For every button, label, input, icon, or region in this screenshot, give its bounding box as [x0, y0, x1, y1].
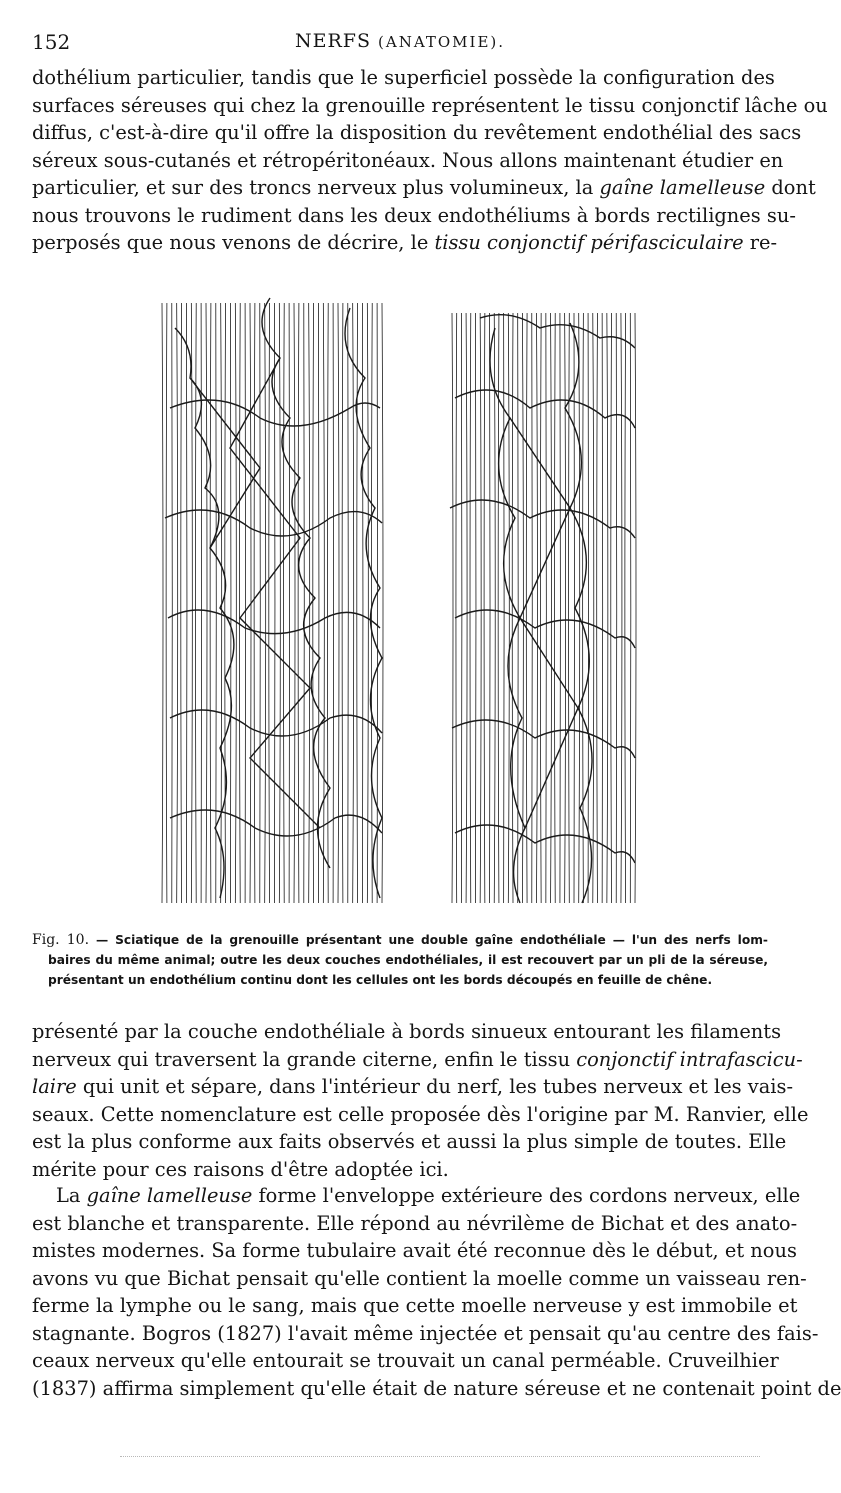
- nerve-fiber-line: [377, 303, 378, 903]
- nerve-fiber-line: [607, 313, 608, 903]
- nerve-fiber-line: [565, 313, 566, 903]
- nerve-fiber-line: [494, 313, 495, 903]
- text-run: particulier, et sur des troncs nerveux plus volumineux, la: [32, 176, 594, 199]
- nerve-fiber-line: [504, 313, 505, 903]
- text-line: mérite pour ces raisons d'être adoptée ici.: [32, 1157, 449, 1181]
- nerve-left-panel: [162, 298, 383, 903]
- running-head: [32, 30, 768, 52]
- text-line: avons vu que Bichat pensait qu'elle contient la moelle comme un vaisseau ren-: [32, 1266, 807, 1290]
- nerve-fiber-line: [621, 313, 622, 903]
- nerve-fiber-line: [166, 303, 167, 903]
- nerve-fiber-line: [540, 313, 541, 903]
- nerve-fiber-line: [579, 313, 580, 903]
- nerve-fiber-line: [452, 313, 453, 903]
- nerve-fiber-line: [475, 313, 476, 903]
- paragraph-1: [32, 64, 828, 257]
- nerve-fiber-line: [210, 303, 211, 903]
- running-head-subtitle: (ANATOMIE).: [378, 33, 506, 51]
- nerve-fiber-line: [309, 303, 310, 903]
- italic-term: gaîne lamelleuse: [599, 176, 766, 199]
- text-line: est blanche et transparente. Elle répond au névrilème de Bichat et des anato-: [32, 1211, 798, 1235]
- page-header: [32, 30, 768, 60]
- text-line: mistes modernes. Sa forme tubulaire avait été reconnue dès le début, et nous: [32, 1239, 797, 1262]
- italic-term: gaîne lamelleuse: [86, 1184, 253, 1207]
- text-line: est la plus conforme aux faits observés et aussi la plus simple de toutes. Elle: [32, 1130, 787, 1153]
- nerve-fiber-line: [206, 303, 207, 903]
- nerve-fiber-line: [597, 313, 598, 903]
- text-line: [32, 1073, 793, 1101]
- nerve-fiber-line: [554, 313, 555, 903]
- text-line: [32, 1182, 801, 1210]
- nerve-fiber-line: [162, 303, 163, 903]
- nerve-fiber-line: [490, 313, 491, 903]
- nerve-fiber-line: [265, 303, 266, 903]
- nerve-fiber-line: [518, 313, 519, 903]
- text-line: (1837) affirma simplement qu'elle était de nature séreuse et ne contenait point de: [32, 1376, 841, 1400]
- text-line: diffus, c'est-à-dire qu'il offre la disposition du revêtement endothélial des sacs: [32, 121, 802, 144]
- nerve-fiber-line: [508, 313, 509, 903]
- nerve-fiber-line: [342, 303, 343, 903]
- paragraph-3: [32, 1182, 841, 1402]
- nerve-fiber-line: [456, 313, 457, 903]
- nerve-fiber-line: [289, 303, 290, 903]
- nerve-fiber-line: [338, 303, 339, 903]
- nerve-fiber-line: [532, 313, 533, 903]
- nerve-fiber-line: [216, 303, 217, 903]
- nerve-fiber-line: [367, 303, 368, 903]
- running-head-title: NERFS: [294, 30, 371, 52]
- text-run: forme l'enveloppe extérieure des cordons nerveux, elle: [252, 1184, 801, 1207]
- nerve-fiber-line: [245, 303, 246, 903]
- caption-text: — Sciatique de la grenouille présentant une double gaîne endothéliale — l'un des nerfs lom-: [95, 933, 768, 947]
- text-run: dont: [765, 176, 816, 199]
- nerve-fiber-line: [254, 303, 255, 903]
- nerve-fiber-line: [526, 313, 527, 903]
- nerve-fiber-line: [191, 303, 192, 903]
- nerve-fiber-line: [333, 303, 334, 903]
- text-line: séreux sous-cutanés et rétropéritonéaux. Nous allons maintenant étudier en: [32, 148, 784, 172]
- nerve-fiber-line: [195, 303, 196, 903]
- nerve-fiber-line: [635, 313, 636, 903]
- nerve-fiber-line: [611, 313, 612, 903]
- nerve-fiber-line: [498, 313, 499, 903]
- nerve-fiber-line: [588, 313, 589, 903]
- nerve-fiber-line: [560, 313, 561, 903]
- text-run: nerveux qui traversent la grande citerne, enfin le tissu: [32, 1047, 571, 1071]
- italic-term: tissu conjonctif périfasciculaire: [434, 231, 744, 254]
- nerve-fiber-line: [239, 303, 240, 903]
- nerve-fiber-line: [279, 303, 280, 903]
- text-line: présenté par la couche endothéliale à bords sinueux entourant les filaments: [32, 1020, 782, 1043]
- nerve-fiber-line: [362, 303, 363, 903]
- nerve-fiber-line: [625, 313, 626, 903]
- nerve-fiber-line: [536, 313, 537, 903]
- nerve-fiber-line: [466, 313, 467, 903]
- nerve-fiber-line: [274, 303, 275, 903]
- text-run: La: [56, 1184, 81, 1207]
- text-line: nous trouvons le rudiment dans les deux endothéliums à bords rectilignes su-: [32, 203, 796, 227]
- text-run: perposés que nous venons de décrire, le: [32, 231, 429, 254]
- nerve-fiber-line: [283, 303, 284, 903]
- text-line: ceaux nerveux qu'elle entourait se trouvait un canal perméable. Cruveilhier: [32, 1349, 779, 1372]
- nerve-fiber-line: [230, 303, 231, 903]
- nerve-fiber-line: [593, 313, 594, 903]
- paragraph-2: [32, 1018, 809, 1183]
- nerve-fiber-line: [294, 303, 295, 903]
- nerve-fiber-line: [323, 303, 324, 903]
- nerve-fiber-line: [461, 313, 462, 903]
- nerve-fiber-line: [235, 303, 236, 903]
- figure-label: Fig. 10.: [32, 932, 90, 948]
- nerve-fiber-line: [480, 313, 481, 903]
- nerve-fiber-line: [327, 303, 328, 903]
- text-line: ferme la lymphe ou le sang, mais que cette moelle nerveuse y est immobile et: [32, 1294, 798, 1317]
- text-line: [32, 174, 816, 202]
- nerve-figure-illustration: [150, 288, 645, 913]
- nerve-fiber-line: [353, 303, 354, 903]
- text-line: surfaces séreuses qui chez la grenouille représentent le tissu conjonctif lâche ou: [32, 93, 828, 117]
- text-line: [32, 229, 778, 257]
- nerve-fiber-line: [616, 313, 617, 903]
- nerve-fiber-line: [177, 303, 178, 903]
- nerve-fiber-line: [602, 313, 603, 903]
- nerve-fiber-line: [484, 313, 485, 903]
- nerve-fiber-line: [470, 313, 471, 903]
- nerve-fiber-line: [313, 303, 314, 903]
- caption-line: présentant un endothélium continu dont les cellules ont les bords découpés en feuille de chêne.: [48, 973, 713, 987]
- italic-term: laire: [32, 1075, 77, 1098]
- text-line: stagnante. Bogros (1827) l'avait même injectée et pensait qu'au centre des fais-: [32, 1321, 819, 1345]
- nerve-right-panel: [450, 313, 636, 903]
- text-line: [32, 1046, 803, 1074]
- nerve-fiber-line: [348, 303, 349, 903]
- text-line: dothélium particulier, tandis que le superficiel possède la configuration des: [32, 66, 775, 89]
- page-number: 152: [32, 30, 71, 54]
- caption-line: [32, 930, 768, 950]
- caption-line: baires du même animal; outre les deux couches endothéliales, il est recouvert par un pli de la séreuse,: [48, 953, 768, 967]
- text-run: re-: [743, 231, 778, 254]
- figure-caption: [32, 930, 768, 990]
- nerve-fiber-line: [269, 303, 270, 903]
- footer-rule: [120, 1456, 760, 1458]
- nerve-fiber-line: [172, 303, 173, 903]
- nerve-fiber-line: [298, 303, 299, 903]
- text-line: seaux. Cette nomenclature est celle proposée dès l'origine par M. Ranvier, elle: [32, 1102, 809, 1126]
- nerve-fiber-line: [512, 313, 513, 903]
- nerve-fiber-line: [630, 313, 631, 903]
- nerve-fiber-line: [382, 303, 383, 903]
- italic-term: conjonctif intrafascicu-: [576, 1047, 803, 1071]
- text-run: qui unit et sépare, dans l'intérieur du nerf, les tubes nerveux et les vais-: [76, 1075, 793, 1098]
